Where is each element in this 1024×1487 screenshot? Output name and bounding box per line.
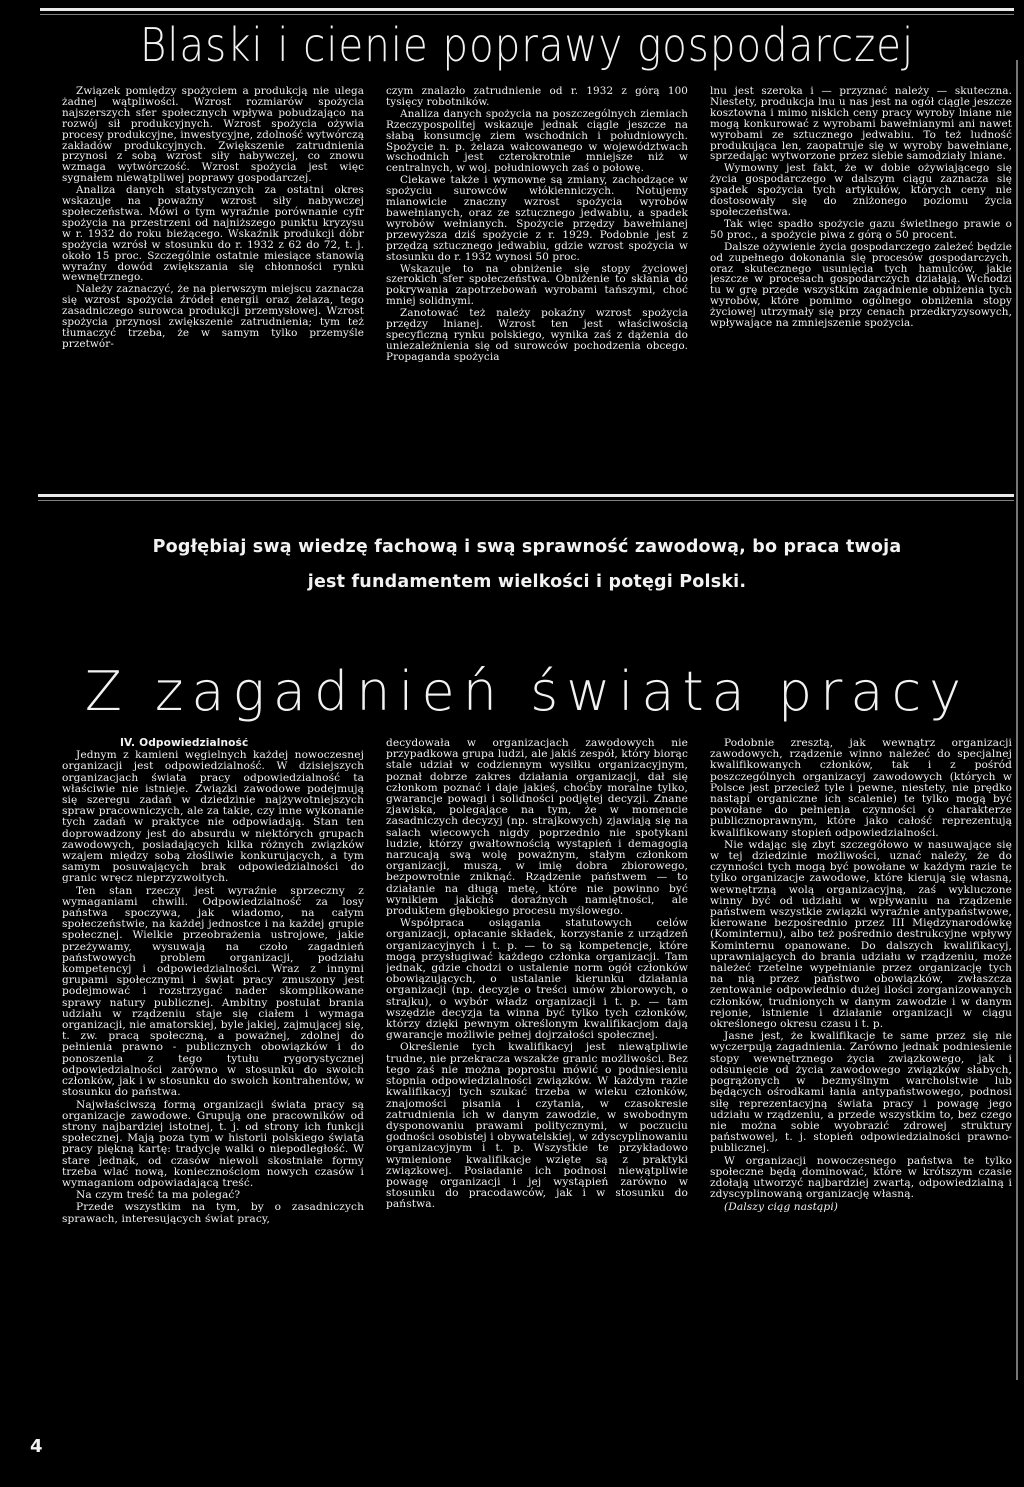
article2-paragraph: Współpraca osiągania statutowych celów organizacji, opłacanie składek, korzystanie z urządzeń organizacyjnych i t. p. — to są kompetencje, które mogą przysługiwać każdego członka organizacji. Tam jednak, gdzie chodzi o ustalenie norm ogół członków obowiązujących, o ustalanie kierunku działania organizacji (np. decyzje o treści umów zbiorowych, o strajku), o wybór władz organizacji i t. p. — tam wszędzie decyzja ta winna być tylko tych członków, którzy dzięki pewnym określonym kwalifikacjom dają gwarancje możliwie pełnej dojrzałości społecznej.: [386, 917, 688, 1042]
article2-column-1: [62, 738, 364, 1438]
article2-paragraph: Ten stan rzeczy jest wyraźnie sprzeczny z wymaganiami chwili. Odpowiedzialność za losy państwa spoczywa, jak wiadomo, na całym społeczeństwie, na każdej jednostce i na każdej grupie społecznej. Wielkie przeobrażenia ustrojowe, jakie przeżywamy, wysuwają na czoło zagadnień państwowych problem organizacji, podziału kompetencyj i odpowiedzialności. Wraz z innymi grupami społecznymi i świat pracy zmuszony jest podejmować i rozstrzygać nader skomplikowane sprawy natury publicznej. Ambitny postulat brania udziału w rządzeniu staje się ciałem i wymaga organizacji, nie amatorskiej, byle jakiej, zajmującej się, t. zw. pracą społeczną, a poważnej, zdolnej do pełnienia prawno - publicznych obowiązków i do ponoszenia z tego tytułu rygorystycznej odpowiedzialności zarówno w stosunku do swoich członków, jak i w stosunku do swoich kontrahentów, w stosunku do państwa.: [62, 884, 364, 1099]
article1-paragraph: Tak więc spadło spożycie gazu świetlnego prawie o 50 proc., a spożycie piwa z górą o 50 procent.: [710, 217, 1012, 241]
section-title: Odpowiedzialność: [139, 738, 249, 749]
article1-columns: [62, 86, 1012, 486]
article2-paragraph: Określenie tych kwalifikacyj jest niewątpliwie trudne, nie przekracza wszakże granic możliwości. Bez tego zaś nie można poprostu mówić o podniesieniu stopnia odpowiedzialności związków. W każdym razie kwalifikacyj tych szukać trzeba w wieku członków, znajomości pisania i czytania, w czasokresie zatrudnienia ich w danym zawodzie, w swobodnym dysponowaniu prawami politycznymi, w poczuciu godności osobistej i obywatelskiej, w zdyscyplinowaniu organizacyjnym i t. p. Wszystkie te przykładowo wymienione kwalifikacje wzięte są z praktyki związkowej. Posiadanie ich podnosi niewątpliwie powagę organizacji i jej wystąpień zarówno w stosunku do pracodawców, jak i w stosunku do państwa.: [386, 1041, 688, 1211]
continued-note: (Dalszy ciąg nastąpi): [724, 1201, 839, 1214]
slogan-line-1: Pogłębiaj swą wiedzę fachową i swą sprawność zawodową, bo praca twoja: [152, 537, 902, 557]
article1-headline: Blaski i cienie poprawy gospodarczej: [139, 18, 915, 72]
right-edge-rule: [1016, 60, 1018, 1380]
article1-paragraph: Należy zaznaczyć, że na pierwszym miejscu zaznacza się wzrost spożycia źródeł energii oraz żelaza, tego zasadniczego surowca produkcji przemysłowej. Wzrost spożycia przynosi zwiększenie zatrudnienia; tym też tłumaczyć trzeba, że w samym tylko przemyśle przetwór-: [62, 283, 364, 350]
article1-paragraph: Analiza danych statystycznych za ostatni okres wskazuje na poważny wzrost siły nabywczej społeczeństwa. Mówi o tym wyraźnie porównanie cyfr spożycia na przestrzeni od najniższego punktu kryzysu w r. 1932 do roku bieżącego. Wskaźnik produkcji dóbr spożycia wzrósł w stosunku do r. 1932 z 62 do 72, t. j. około 15 proc. Szczególnie ostatnie miesiące stanowią wyraźny dowód zwiększania się chłonności rynku wewnętrznego.: [62, 184, 364, 284]
article1-paragraph: Związek pomiędzy spożyciem a produkcją nie ulega żadnej wątpliwości. Wzrost rozmiarów spożycia najszerszych sfer społecznych wpływa pobudzająco na rozwój sił produkcyjnych. Wzrost spożycia ożywia procesy produkcyjne, inwestycyjne, zdolność wytwórczą zakładów produkcyjnych. Zwiększenie zatrudnienia przynosi z sobą wzrost siły nabywczej, co znowu wzmaga wytwórczość. Wzrost spożycia jest więc sygnałem niewątpliwej poprawy gospodarczej.: [62, 86, 364, 185]
section-subheading: [62, 738, 364, 749]
section-number: IV.: [120, 738, 136, 749]
slogan-line-2: jest fundamentem wielkości i potęgi Polski.: [307, 572, 747, 592]
article1-paragraph: Zanotować też należy pokaźny wzrost spożycia przędzy lnianej. Wzrost ten jest właściwością specyficzną rynku polskiego, wynika zaś z dążenia do uniezależnienia się od surowców pochodzenia obcego. Propaganda spożycia: [386, 307, 688, 363]
article1-column-3: [710, 86, 1012, 486]
article1-paragraph: Wymowny jest fakt, że w dobie ożywiającego się życia gospodarczego w dalszym ciągu zaznacza się spadek spożycia tych artykułów, których ceny nie dostosowały się do zniżonego poziomu życia społeczeństwa.: [710, 162, 1012, 218]
article1-paragraph: Analiza danych spożycia na poszczególnych ziemiach Rzeczypospolitej wskazuje jednak ciągle jeszcze na słabą konsumcję ziem wschodnich i południowych. Spożycie n. p. żelaza wałcowanego w województwach wschodnich jest czterokrotnie mniejsze niż w centralnych, w woj. południowych zaś o połowę.: [386, 107, 688, 175]
section-divider-thin: [38, 500, 1014, 501]
article1-paragraph: czym znalazło zatrudnienie od r. 1932 z górą 100 tysięcy robotników.: [386, 86, 688, 108]
article2-column-3: [710, 738, 1012, 1438]
section-divider: [38, 494, 1014, 497]
article1-paragraph: Ciekawe także i wymowne są zmiany, zachodzące w spożyciu surowców włókienniczych. Notujemy mianowicie znaczny wzrost spożycia wyrobów bawełnianych, oraz ze sztucznego jedwabiu, a spadek wyrobów wełnianych. Spożycie przędzy bawełnianej przewyższa dziś spożycie z r. 1929. Podobnie jest z przędzą sztucznego jedwabiu, gdzie wzrost spożycia w stosunku do r. 1932 wynosi 50 proc.: [386, 174, 688, 263]
article2-paragraph: W organizacji nowoczesnego państwa te tylko społeczne będą dominować, które w krótszym czasie zdołają utworzyć najbardziej zwartą, odpowiedzialną i zdyscyplinowaną organizację własną.: [710, 1154, 1012, 1201]
article1-column-1: [62, 86, 364, 486]
article2-paragraph: Jednym z kamieni węgielnych każdej nowoczesnej organizacji jest odpowiedzialność. W dzisiejszych organizacjach świata pracy odpowiedzialność ta właściwie nie istnieje. Związki zawodowe podejmują się szeregu zadań w dziedzinie najżywotniejszych spraw pracowniczych, ale za takie, czy inne wykonanie tych zadań w praktyce nie odpowiadają. Stan ten doprowadzony jest do absurdu w niektórych grupach zawodowych, posiadających kilka różnych związków wzajem między sobą złośliwie konkurujących, a tym samym posuwających brak odpowiedzialności do granic wręcz nieprzyzwoitych.: [62, 749, 364, 885]
article1-paragraph: Dalsze ożywienie życia gospodarczego zależeć będzie od zupełnego dokonania się procesów gospodarczych, oraz skutecznego usunięcia tych hamulców, jakie jeszcze w procesach gospodarczych działają. Wchodzi tu w grę przede wszystkim zagadnienie obniżenia tych wyrobów, które pomimo ogólnego obniżenia stopy życiowej utrzymały się przy cenach przedkryzysowych, wpływające na zmniejszenie spożycia.: [710, 240, 1012, 330]
article2-paragraph: Nie wdając się zbyt szczegółowo w nasuwające się w tej dziedzinie możliwości, uznać należy, że do czynności tych mogą być powołane w każdym razie te tylko organizacje zawodowe, które kierują się własną, wewnętrzną wolą organizacyjną, zaś wykluczone winny być od udziału w wpływaniu na rządzenie państwem wszystkie związki wyraźnie antypaństwowe, kierowane bezpośrednio przez III Międzynarodówkę (Kominternu), albo też pośrednio destrukcyjne wpływy Kominternu opanowane. Do dalszych kwalifikacyj, uprawniających do brania udziału w rządzeniu, może należeć rzetelne wypełnianie przez organizację tych na nią przez państwo obowiązków, zwłaszcza zentowanie odpowiednio dużej ilości zorganizowanych członków, trudnionych w danym zawodzie i w danym rejonie, istnienie i działanie organizacji w ciągu określonego okresu czasu i t. p.: [710, 838, 1012, 1031]
article2-column-2: [386, 738, 688, 1438]
article1-paragraph: Wskazuje to na obniżenie się stopy życiowej szerokich sfer społeczeństwa. Obniżenie to skłania do pokrywania zapotrzebowań wyrobami tańszymi, choć mniej solidnymi.: [386, 262, 688, 308]
article2-paragraph: Na czym treść ta ma polegać?: [76, 1189, 241, 1202]
article2-paragraph: decydowała w organizacjach zawodowych nie przypadkowa grupa ludzi, ale jakiś zespół, który biorąc stale udział w codziennym wysiłku organizacyjnym, poznał dobrze zakres działania organizacji, dał się członkom poznać i daje jakieś, choćby moralne tylko, gwarancje powagi i solidności podjętej decyzji. Znane zjawiska, polegające na tym, że w momencie zasadniczych decyzyj (np. strajkowych) zjawiają się na salach wiecowych nigdy poprzednio nie spotykani ludzie, którzy gwałtownością wystąpień i demagogią narzucają swą wolę poważnym, stałym członkom organizacji, muszą, w imię dobra zbiorowego, bezpowrotnie zniknąć. Rządzenie państwem — to działanie na długą metę, które nie powinno być wynikiem jakichś doraźnych namiętności, ale produktem głębokiego procesu myślowego.: [386, 738, 688, 918]
page-number: 4: [30, 1436, 43, 1457]
top-rule: [40, 8, 1014, 11]
article1-column-2: [386, 86, 688, 486]
article2-headline: Z zagadnień świata pracy: [84, 660, 970, 723]
slogan-banner: [40, 530, 1014, 600]
article2-paragraph: Najwłaściwszą formą organizacji świata pracy są organizacje zawodowe. Grupują one pracowników od strony najbardziej istotnej, t. j. od strony ich funkcji społecznej. Mają poza tym w historii polskiego świata pracy piękną kartę: tradycję walki o niepodległość. W stare jednak, od czasów niewoli skostniałe formy trzeba wlać nową, koniecznościom nowych czasów i wymaganiom odpowiadającą treść.: [62, 1098, 364, 1189]
article2-paragraph: Jasne jest, że kwalifikacje te same przez się nie wyczerpują zagadnienia. Zarówno jednak podniesienie stopy wewnętrznego życia związkowego, jak i odsunięcie od życia zawodowego związków słabych, pogrążonych w bezmyślnym warcholstwie lub będących ośrodkami łania antypaństwowego, podnosi siłę reprezentacyjną świata pracy i powagę jego udziału w rządzeniu, a przede wszystkim to, bez czego nie można sobie wyobrazić zdrowej struktury państwowej, t. j. stopień odpowiedzialności prawno-publicznej.: [710, 1030, 1012, 1155]
article2-paragraph: Przede wszystkim na tym, by o zasadniczych sprawach, interesujących świat pracy,: [62, 1201, 364, 1225]
article2-paragraph: Podobnie zresztą, jak wewnątrz organizacji zawodowych, rządzenie winno należeć do specjalnej kwalifikowanych członków, tak i z pośród poszczególnych organizacyj zawodowych (których w Polsce jest przecież tyle i pewne, niestety, nie prędko nastąpi organiczne ich scalenie) te tylko mogą być powołane do pełnienia czynności o charakterze publicznoprawnym, które jako całość reprezentują kwalifikowany stopień odpowiedzialności.: [710, 738, 1012, 839]
article1-paragraph: lnu jest szeroka i — przyznać należy — skuteczna. Niestety, produkcja lnu u nas jest na ogół ciągle jeszcze kosztowna i mimo niskich ceny pracy wyroby lniane nie mogą konkurować z wyrobami bawełnianymi ani nawet wyrobami ze sztucznego jedwabiu. To też ludność produkująca len, zaopatruje się w wyroby bawełniane, sprzedając wytworzone przez siebie samodziały lniane.: [710, 86, 1012, 163]
article2-columns: [62, 738, 1012, 1438]
